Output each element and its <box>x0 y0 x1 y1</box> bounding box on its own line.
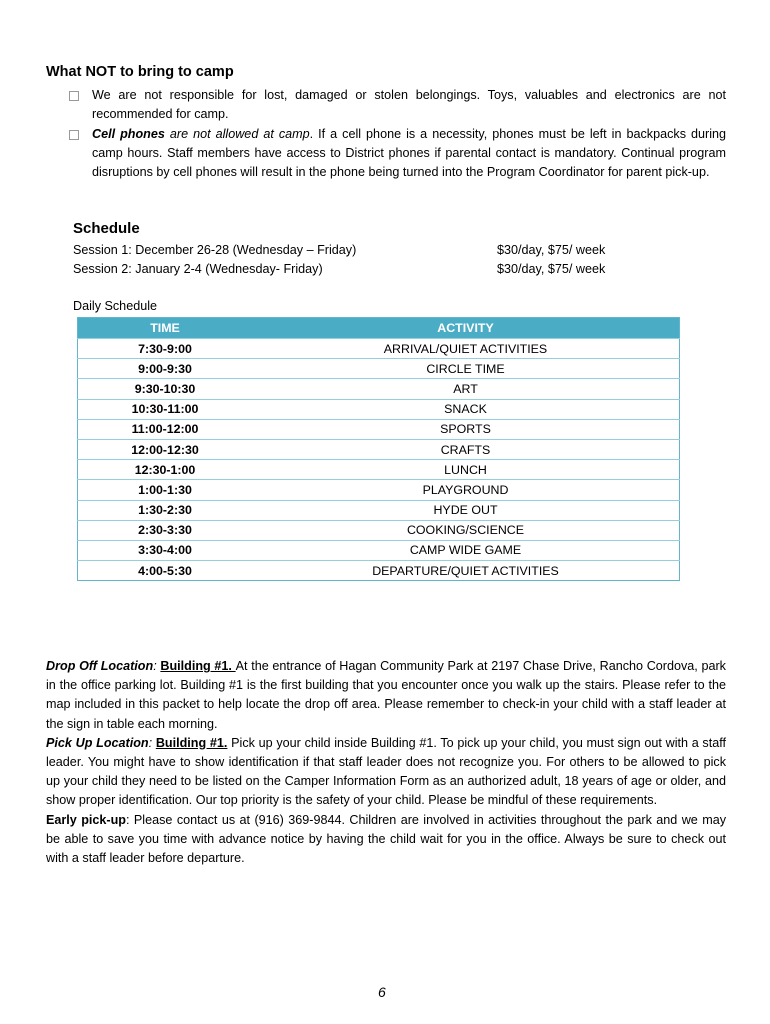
list-item <box>68 125 726 183</box>
time-column-header: TIME <box>78 318 253 339</box>
table-row <box>78 500 680 520</box>
cell-phones-rule: are not allowed at camp <box>164 126 310 141</box>
activity-cell: CAMP WIDE GAME <box>252 540 680 560</box>
cell-phones-term: Cell phones <box>92 126 165 141</box>
activity-cell: ART <box>252 379 680 399</box>
drop-off-label: Drop Off Location <box>46 659 154 673</box>
list-item-text <box>92 125 726 183</box>
time-cell: 9:30-10:30 <box>78 379 253 399</box>
table-row <box>78 520 680 540</box>
table-row <box>78 561 680 581</box>
drop-off-text: At the entrance of Hagan Community Park at 2197 Chase Drive, Rancho Cordova, park in the office parking lot. Building #1 is the first building that you encounter once you walk up the stairs. Please refer to the map included in this packet to help locate the drop off area. Please remember to check-in your child with a staff leader at the sign in table each morning. <box>46 659 726 731</box>
time-cell: 10:30-11:00 <box>78 399 253 419</box>
activity-cell: HYDE OUT <box>252 500 680 520</box>
pick-up-text: Pick up your child inside Building #1. To pick up your child, you must sign out with a staff leader. You might have to show identification if that staff leader does not recognize you. For others to be allowed to pick up your child they need to be listed on the Camper Information Form as an authorized adult, 18 years of age or older, and show proper identification. Our top priority is the safety of your child. Please be mindful of these requirements. <box>46 735 727 808</box>
time-cell: 9:00-9:30 <box>78 359 253 379</box>
table-row <box>78 540 680 560</box>
checkbox-bullet-icon <box>69 91 79 101</box>
daily-schedule-table <box>77 317 680 581</box>
table-row <box>78 399 680 419</box>
table-row <box>78 359 680 379</box>
table-row <box>78 339 680 359</box>
list-item-text: We are not responsible for lost, damaged or stolen belongings. Toys, valuables and electronics are not recommended for camp. <box>92 88 726 122</box>
time-cell: 11:00-12:00 <box>78 419 253 439</box>
schedule-heading: Schedule <box>73 220 140 237</box>
activity-cell: DEPARTURE/QUIET ACTIVITIES <box>252 561 680 581</box>
activity-cell: COOKING/SCIENCE <box>252 520 680 540</box>
cell-phones-detail: . If a cell phone is a necessity, phones must be left in backpacks during camp hours. Staff members have access to District phones if parental contact is mandatory. Continual program disruptions by cell phones will result in the phone being turned into the Program Coordinator for parent pick-up. <box>92 126 727 180</box>
time-cell: 1:00-1:30 <box>78 480 253 500</box>
activity-cell: PLAYGROUND <box>252 480 680 500</box>
activity-cell: ARRIVAL/QUIET ACTIVITIES <box>252 339 680 359</box>
page-number: 6 <box>378 984 386 1000</box>
session-2-price: $30/day, $75/ week <box>497 262 606 276</box>
pick-up-label: Pick Up Location <box>46 735 149 750</box>
drop-off-colon: : <box>153 659 161 673</box>
activity-cell: LUNCH <box>252 460 680 480</box>
table-row <box>78 439 680 459</box>
what-not-list <box>68 86 726 182</box>
table-row <box>78 419 680 439</box>
activity-cell: CRAFTS <box>252 439 680 459</box>
time-cell: 4:00-5:30 <box>78 561 253 581</box>
pick-up-building: Building #1. <box>155 735 228 750</box>
activity-column-header: ACTIVITY <box>252 318 680 339</box>
what-not-heading: What NOT to bring to camp <box>46 64 234 80</box>
early-pickup-label: Early pick-up <box>46 812 126 827</box>
locations-section <box>46 657 726 868</box>
table-header-row <box>78 318 680 339</box>
list-item <box>68 86 726 125</box>
session-2-row <box>73 262 633 281</box>
activity-cell: CIRCLE TIME <box>252 359 680 379</box>
session-1-label: Session 1: December 26-28 (Wednesday – Friday) <box>73 243 357 257</box>
early-pickup-paragraph <box>46 811 726 869</box>
time-cell: 7:30-9:00 <box>78 339 253 359</box>
pick-up-colon: : <box>148 735 156 750</box>
time-cell: 12:00-12:30 <box>78 439 253 459</box>
time-cell: 12:30-1:00 <box>78 460 253 480</box>
session-1-row <box>73 243 633 262</box>
activity-cell: SNACK <box>252 399 680 419</box>
table-row <box>78 379 680 399</box>
pick-up-paragraph <box>46 734 726 811</box>
drop-off-building: Building #1. <box>160 659 236 673</box>
table-row <box>78 480 680 500</box>
time-cell: 1:30-2:30 <box>78 500 253 520</box>
drop-off-paragraph <box>46 657 726 734</box>
early-pickup-text: : Please contact us at (916) 369-9844. Children are involved in activities throughout the park and we may be able to save you time with advance notice by having the child wait for you in the office. Always be sure to check out with a staff leader before departure. <box>46 812 726 866</box>
time-cell: 3:30-4:00 <box>78 540 253 560</box>
session-2-label: Session 2: January 2-4 (Wednesday- Friday) <box>73 262 323 276</box>
checkbox-bullet-icon <box>69 130 79 140</box>
activity-cell: SPORTS <box>252 419 680 439</box>
time-cell: 2:30-3:30 <box>78 520 253 540</box>
daily-schedule-label: Daily Schedule <box>73 299 158 313</box>
session-1-price: $30/day, $75/ week <box>497 243 606 257</box>
table-row <box>78 460 680 480</box>
